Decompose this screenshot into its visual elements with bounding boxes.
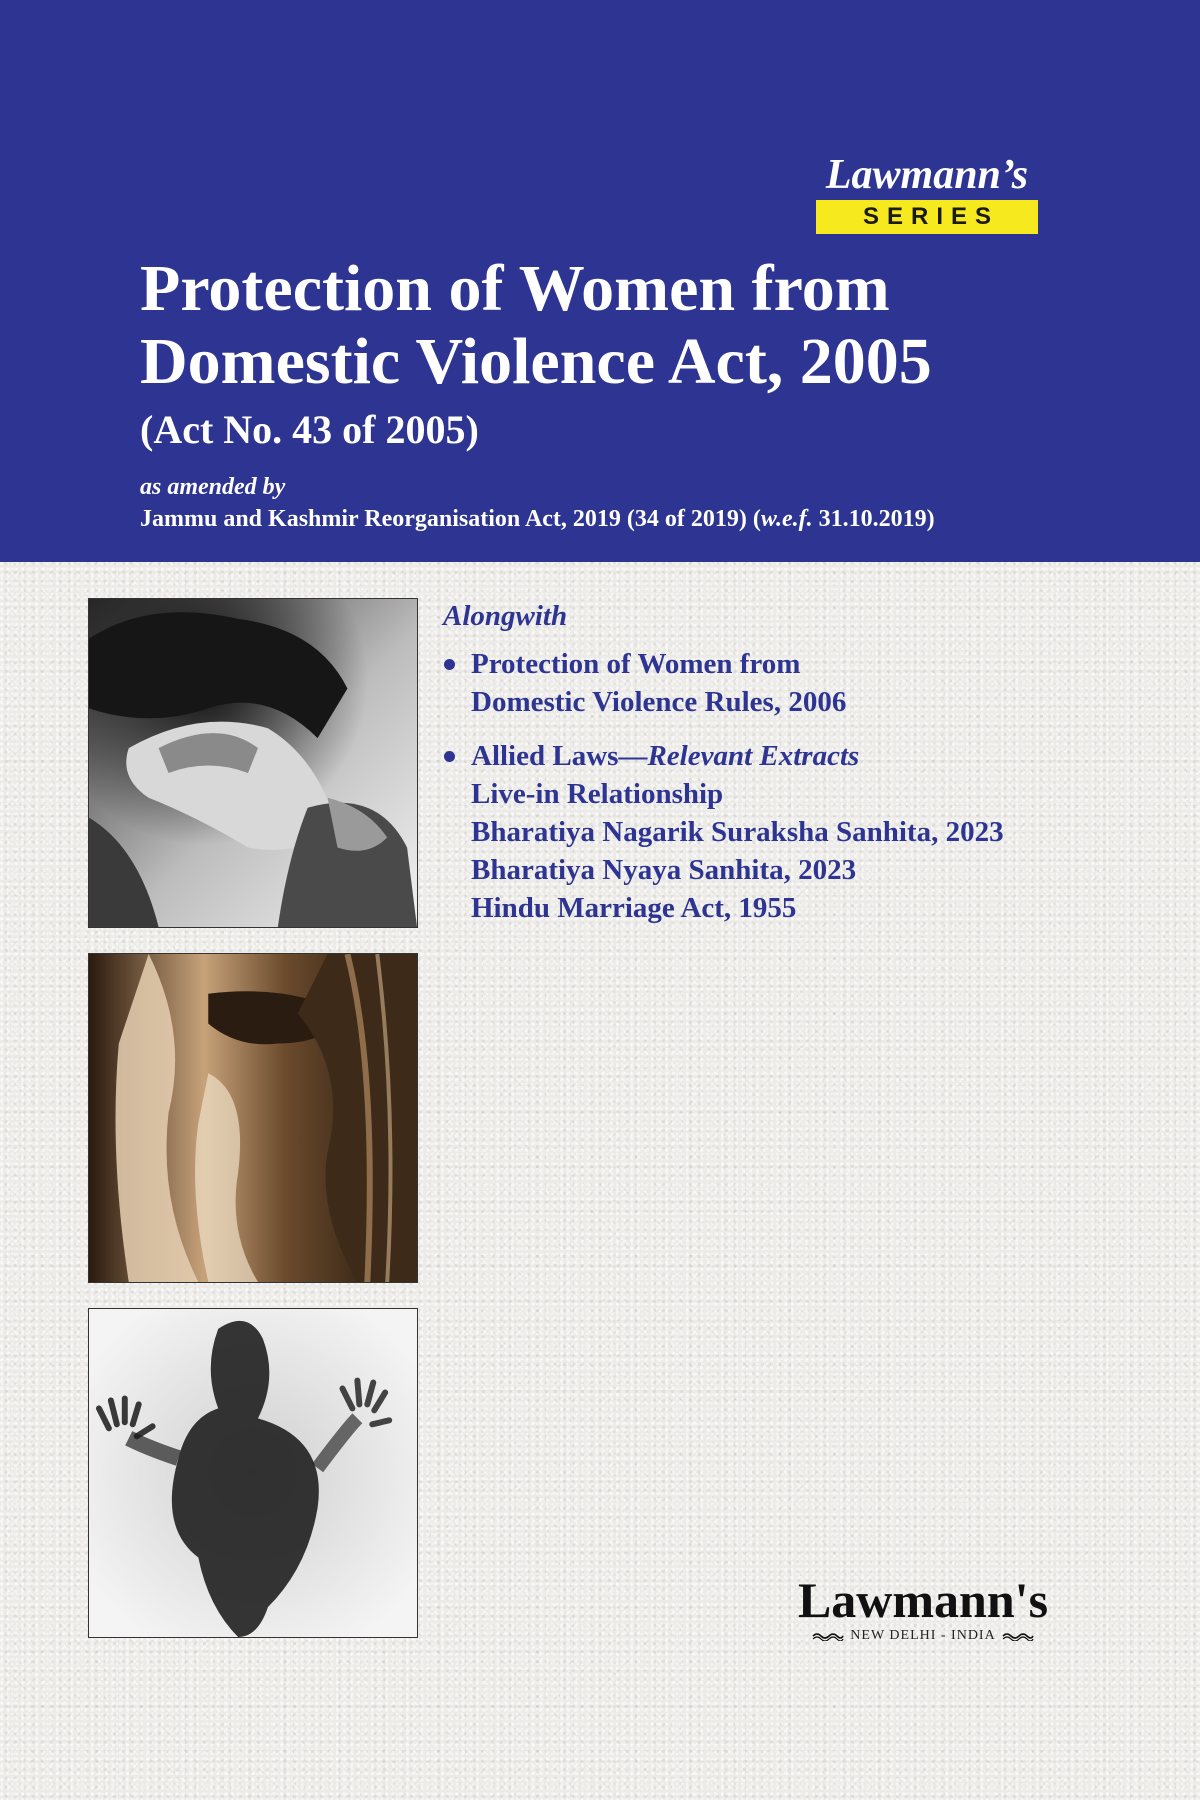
title-line-1: Protection of Women from <box>140 252 890 325</box>
item-allied-laws-heading <box>471 737 1182 775</box>
list-item <box>442 645 1182 721</box>
bullet-icon <box>444 659 455 670</box>
contents-list <box>442 600 1182 943</box>
subitem-bnss: Bharatiya Nagarik Suraksha Sanhita, 2023 <box>471 816 1004 848</box>
relevant-extracts-label: Relevant Extracts <box>647 740 860 772</box>
header-band <box>0 0 1200 562</box>
allied-laws-label: Allied Laws— <box>471 740 648 772</box>
cover-photo-1 <box>88 598 418 928</box>
amendment-act <box>140 506 935 533</box>
act-number: (Act No. 43 of 2005) <box>140 407 479 452</box>
series-label: SERIES <box>816 200 1038 234</box>
book-title <box>140 252 1180 398</box>
list-item <box>442 737 1182 927</box>
cover-photo-3 <box>88 1308 418 1638</box>
publisher-logo <box>778 1572 1068 1644</box>
amendment-wef: w.e.f. <box>760 506 813 532</box>
publisher-location: NEW DELHI - INDIA <box>850 1628 996 1643</box>
title-line-2: Domestic Violence Act, 2005 <box>140 325 932 398</box>
amendment-act-name: Jammu and Kashmir Reorganisation Act, 2019 (34 of 2019) ( <box>140 506 761 532</box>
amendment-date: 31.10.2019) <box>812 506 935 532</box>
subitem-hindu-marriage: Hindu Marriage Act, 1955 <box>471 892 797 924</box>
series-name: Lawmann’s <box>825 152 1029 198</box>
amended-by-label: as amended by <box>140 474 286 500</box>
wave-icon <box>812 1631 844 1641</box>
series-logo <box>816 152 1038 234</box>
cover-photo-2 <box>88 953 418 1283</box>
item-rules-line-1: Protection of Women from <box>471 648 801 680</box>
publisher-name: Lawmann's <box>797 1572 1049 1628</box>
wave-icon <box>1002 1631 1034 1641</box>
bullet-icon <box>444 751 455 762</box>
item-rules-line-2: Domestic Violence Rules, 2006 <box>471 686 847 718</box>
subitem-bns: Bharatiya Nyaya Sanhita, 2023 <box>471 854 857 886</box>
publisher-tagline <box>778 1628 1068 1644</box>
alongwith-heading: Alongwith <box>443 600 568 632</box>
subitem-live-in: Live-in Relationship <box>471 778 724 810</box>
